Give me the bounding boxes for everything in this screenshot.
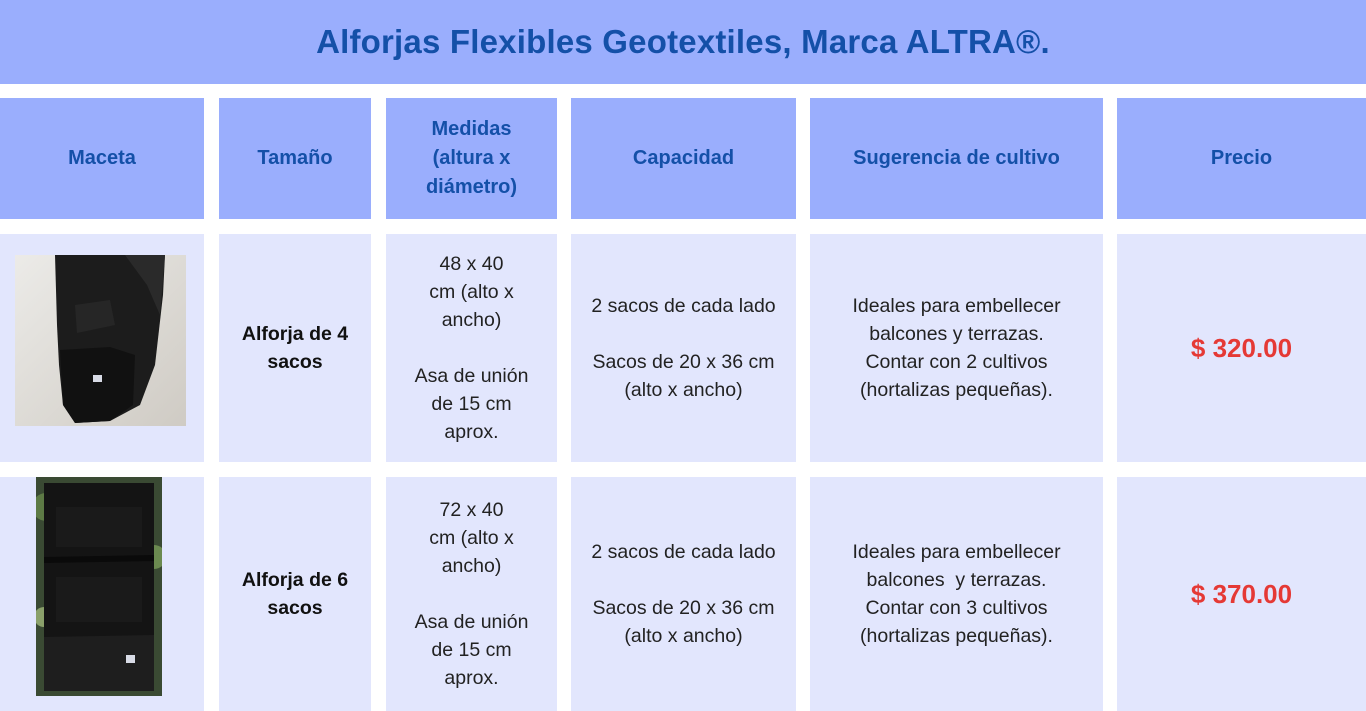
row-1-precio: $ 320.00 [1117,234,1366,462]
row-1-sugerencia: Ideales para embellecer balcones y terrazas. Contar con 2 cultivos (hortalizas pequeñas). [810,234,1103,462]
header-precio: Precio [1117,98,1366,219]
row-2-image-cell [0,477,204,711]
row-2-sugerencia: Ideales para embellecer balcones y terrazas. Contar con 3 cultivos (hortalizas pequeñas). [810,477,1103,711]
row-1-tamano: Alforja de 4 sacos [219,234,371,462]
header-medidas: Medidas (altura x diámetro) [386,98,557,219]
header-capacidad: Capacidad [571,98,796,219]
row-2-tamano: Alforja de 6 sacos [219,477,371,711]
header-tamano: Tamaño [219,98,371,219]
planter-bag-4-image [15,255,186,426]
header-sugerencia: Sugerencia de cultivo [810,98,1103,219]
header-maceta: Maceta [0,98,204,219]
row-2-medidas: 72 x 40 cm (alto x ancho) Asa de unión de 15 cm aprox. [386,477,557,711]
page-title: Alforjas Flexibles Geotextiles, Marca ALTRA®. [316,23,1050,60]
row-2-precio: $ 370.00 [1117,477,1366,711]
row-1-medidas: 48 x 40 cm (alto x ancho) Asa de unión de 15 cm aprox. [386,234,557,462]
row-1-capacidad: 2 sacos de cada lado Sacos de 20 x 36 cm (alto x ancho) [571,234,796,462]
title-banner [0,0,1366,84]
planter-bag-6-image [36,477,162,696]
row-2-capacidad: 2 sacos de cada lado Sacos de 20 x 36 cm (alto x ancho) [571,477,796,711]
row-1-image-cell [0,234,204,462]
